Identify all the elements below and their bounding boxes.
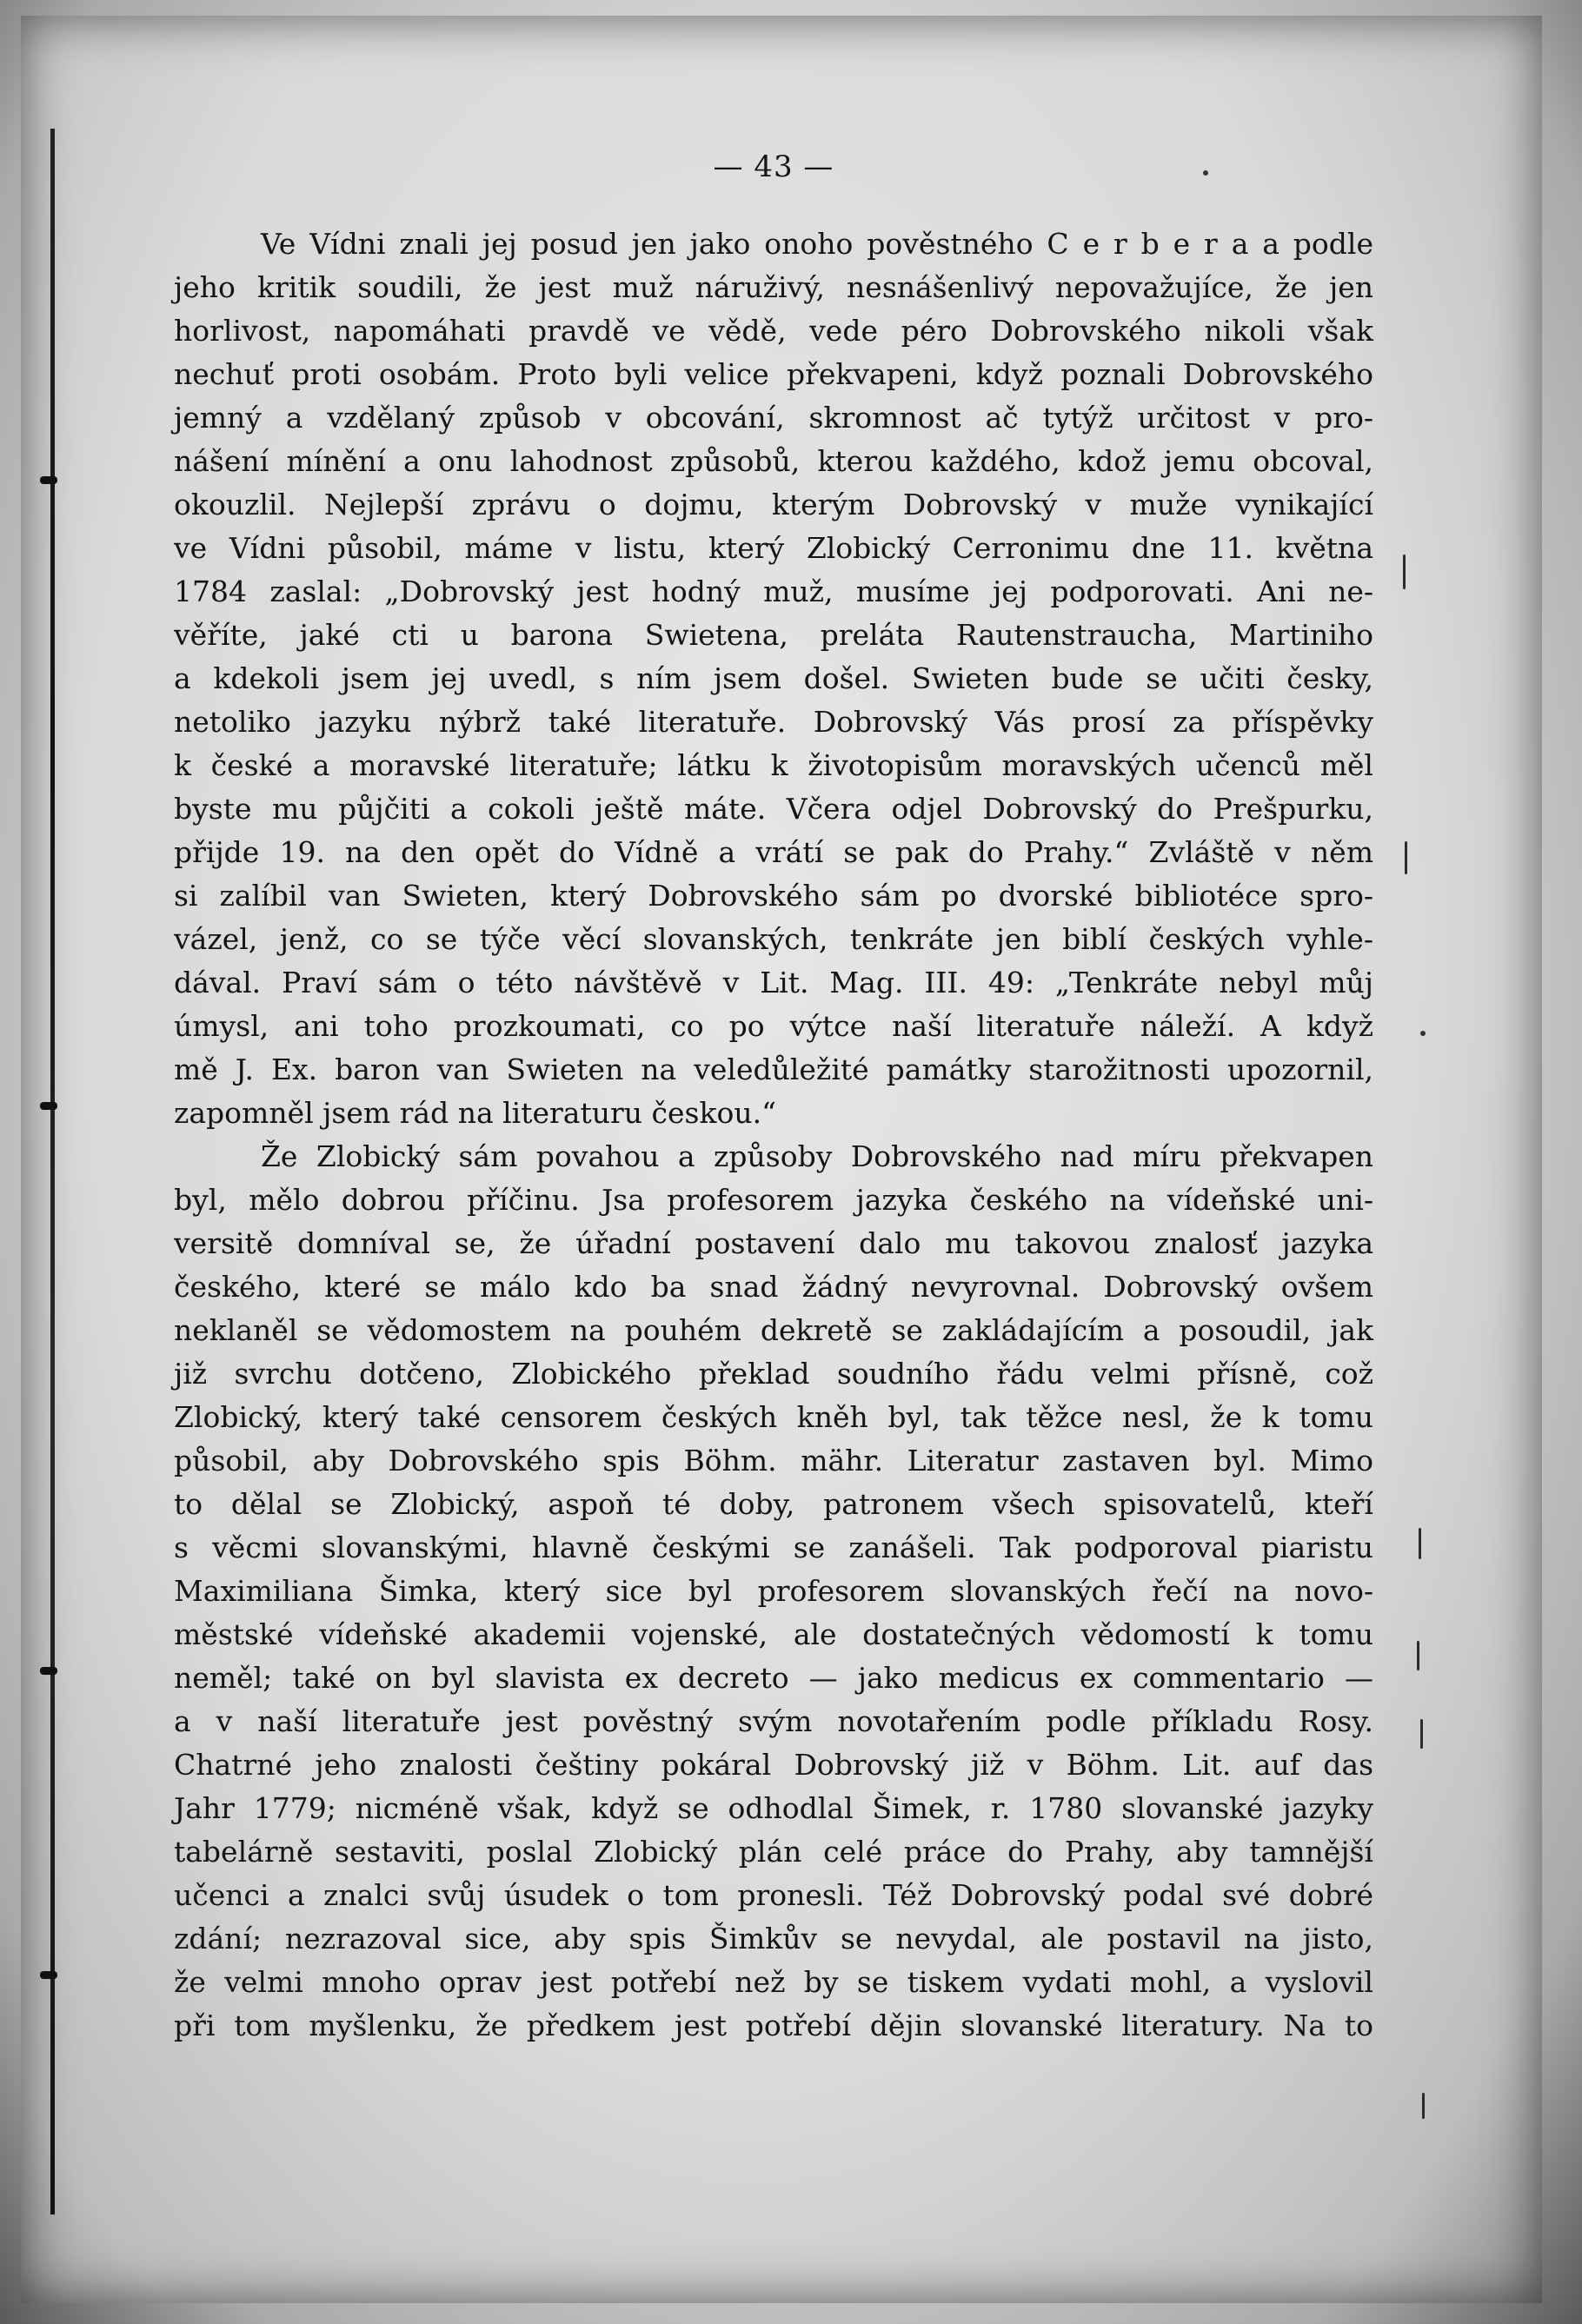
text-line: dával. Praví sám o této návštěvě v Lit. Mag. III. 49: „Tenkráte nebyl můj (174, 966, 1373, 999)
binding-mark (40, 1102, 57, 1110)
text-line: to dělal se Zlobický, aspoň té doby, patronem všech spisovatelů, kteří (174, 1487, 1373, 1521)
text-line: nášení mínění a onu lahodnost způsobů, kterou každého, kdož jemu obcoval, (174, 444, 1373, 478)
margin-stroke (1419, 1528, 1421, 1559)
text-line: neměl; také on byl slavista ex decreto — jako medicus ex commentario — (174, 1661, 1373, 1695)
margin-stroke (1417, 1641, 1419, 1670)
binding-edge (50, 129, 55, 2214)
text-line: byl, mělo dobrou příčinu. Jsa profesorem jazyka českého na vídeňské uni- (174, 1183, 1373, 1217)
text-line: již svrchu dotčeno, Zlobického překlad soudního řádu velmi přísně, což (174, 1357, 1373, 1391)
text-line: a v naší literatuře jest pověstný svým novotařením podle příkladu Rosy. (174, 1704, 1373, 1738)
text-line: zdání; nezrazoval sice, aby spis Šimkův se nevydal, ale postavil na jisto, (174, 1922, 1373, 1955)
text-line: neklaněl se vědomostem na pouhém dekretě se zakládajícím a posoudil, jak (174, 1313, 1373, 1347)
text-line: netoliko jazyku nýbrž také literatuře. Dobrovský Vás prosí za příspěvky (174, 705, 1373, 739)
text-line: městské vídeňské akademii vojenské, ale dostatečných vědomostí k tomu (174, 1617, 1373, 1651)
text-line: mě J. Ex. baron van Swieten na veledůležité památky starožitnosti upozornil, (174, 1052, 1373, 1086)
text-line: si zalíbil van Swieten, který Dobrovského sám po dvorské bibliotéce spro- (174, 879, 1373, 913)
text-line: jeho kritik soudili, že jest muž náruživý, nesnášenlivý nepovažujíce, že jen (174, 270, 1373, 304)
margin-stroke (1420, 1719, 1423, 1749)
text-line: zapomněl jsem rád na literaturu českou.“ (174, 1096, 776, 1130)
text-line: nechuť proti osobám. Proto byli velice překvapeni, když poznali Dobrovského (174, 357, 1373, 391)
page-number: — 43 — (713, 149, 834, 184)
text-line: přijde 19. na den opět do Vídně a vrátí se pak do Prahy.“ Zvláště v něm (174, 835, 1373, 869)
text-line: horlivost, napomáhati pravdě ve vědě, vede péro Dobrovského nikoli však (174, 314, 1373, 348)
binding-mark (40, 1667, 57, 1675)
text-line: Jahr 1779; nicméně však, když se odhodlal Šimek, r. 1780 slovanské jazyky (174, 1791, 1373, 1825)
paper-speck (1203, 170, 1208, 176)
text-line: Zlobický, který také censorem českých kněh byl, tak těžce nesl, že k tomu (174, 1400, 1373, 1434)
text-line: a kdekoli jsem jej uvedl, s ním jsem došel. Swieten bude se učiti česky, (174, 661, 1373, 695)
paragraph-1 (174, 222, 1373, 1135)
text-line: učenci a znalci svůj úsudek o tom pronesli. Též Dobrovský podal své dobré (174, 1878, 1373, 1912)
text-line: okouzlil. Nejlepší zprávu o dojmu, kterým Dobrovský v muže vynikající (174, 488, 1373, 521)
paragraph-2 (174, 1135, 1373, 2048)
text-line: jemný a vzdělaný způsob v obcování, skromnost ač tytýž určitost v pro- (174, 401, 1373, 435)
text-line: při tom myšlenku, že předkem jest potřebí dějin slovanské literatury. Na to (174, 2009, 1373, 2042)
text-line: že velmi mnoho oprav jest potřebí než by se tiskem vydati mohl, a vyslovil (174, 1965, 1373, 1999)
text-line: Chatrné jeho znalosti češtiny pokáral Dobrovský již v Böhm. Lit. auf das (174, 1748, 1373, 1782)
binding-mark (40, 476, 57, 484)
paper-speck (1420, 1031, 1426, 1036)
text-line: tabelárně sestaviti, poslal Zlobický plán celé práce do Prahy, aby tamnější (174, 1835, 1373, 1869)
text-line: věříte, jaké cti u barona Swietena, preláta Rautenstraucha, Martiniho (174, 618, 1373, 652)
binding-mark (40, 1971, 57, 1979)
text-line: působil, aby Dobrovského spis Böhm. mähr. Literatur zastaven byl. Mimo (174, 1444, 1373, 1477)
margin-stroke (1422, 2093, 1425, 2119)
text-line: s věcmi slovanskými, hlavně českými se zanášeli. Tak podporoval piaristu (174, 1531, 1373, 1564)
text-line: Ve Vídni znali jej posud jen jako onoho pověstného C e r b e r a a podle (261, 227, 1373, 261)
margin-stroke (1403, 554, 1406, 589)
text-line: vázel, jenž, co se týče věcí slovanských, tenkráte jen biblí českých vyhle- (174, 922, 1373, 956)
text-line: byste mu půjčiti a cokoli ještě máte. Včera odjel Dobrovský do Prešpurku, (174, 792, 1373, 826)
text-line: 1784 zaslal: „Dobrovský jest hodný muž, musíme jej podporovati. Ani ne- (174, 574, 1373, 608)
text-line: úmysl, ani toho prozkoumati, co po výtce naší literatuře náleží. A když (174, 1009, 1373, 1043)
text-line: Maximiliana Šimka, který sice byl profesorem slovanských řečí na novo- (174, 1574, 1373, 1608)
text-line: českého, které se málo kdo ba snad žádný nevyrovnal. Dobrovský ovšem (174, 1270, 1373, 1304)
text-line: Že Zlobický sám povahou a způsoby Dobrovského nad míru překvapen (261, 1139, 1373, 1173)
margin-stroke (1405, 841, 1407, 874)
body-text (174, 222, 1373, 2048)
text-line: k české a moravské literatuře; látku k životopisům moravských učenců měl (174, 748, 1373, 782)
text-line: versitě domníval se, že úřadní postavení dalo mu takovou znalosť jazyka (174, 1226, 1373, 1260)
text-line: ve Vídni působil, máme v listu, který Zlobický Cerronimu dne 11. května (174, 531, 1373, 565)
